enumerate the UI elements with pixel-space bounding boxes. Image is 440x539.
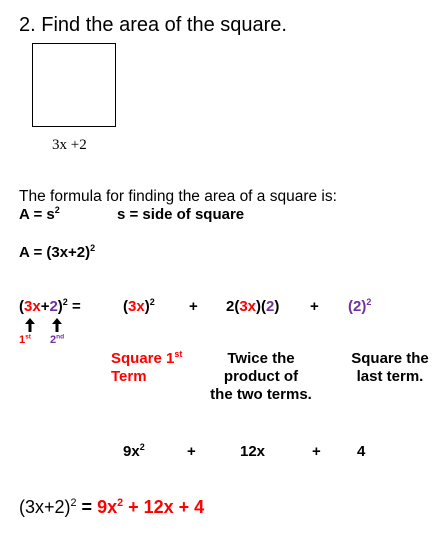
result-first: $9x^2$: [123, 442, 145, 460]
problem-heading: [19, 14, 287, 37]
term-last-squared: $(2)^2$: [348, 297, 372, 315]
result-plus-2: +: [312, 443, 321, 460]
square-side-label: 3x +2: [52, 137, 87, 153]
result-middle: 12x: [240, 443, 266, 460]
binomial-first-term: 3x: [24, 298, 41, 315]
explanation-last: Square the last term.: [351, 350, 429, 385]
substituted-formula: $A = (3x+2)^2$: [19, 243, 96, 261]
result-last: 4: [357, 443, 366, 460]
formula-intro: The formula for finding the area of a square is:: [19, 188, 337, 205]
binomial-second-term: 2: [49, 298, 58, 315]
arrow-up-icon: [25, 318, 35, 332]
area-formula: $A = s^2$: [19, 205, 60, 223]
term-middle-product: 2(3x)(2): [226, 298, 280, 315]
plus-sign-1: +: [189, 298, 198, 315]
final-answer: $(3x+2)^2 = 9x^2 + 12x + 4$: [19, 497, 205, 517]
result-plus-1: +: [187, 443, 196, 460]
square-figure: [32, 43, 116, 127]
problem-number: 2.: [19, 14, 36, 36]
binomial-expression: $(3x+2)^2$ =: [19, 297, 81, 315]
second-term-marker: 2nd: [50, 333, 65, 346]
term-first-squared: $(3x)^2$: [123, 297, 155, 315]
side-definition: s = side of square: [117, 206, 245, 223]
arrow-up-icon: [52, 318, 62, 332]
explanation-first: Square 1st Term: [111, 349, 183, 385]
explanation-middle: Twice the product of the two terms.: [210, 350, 312, 403]
plus-sign-2: +: [310, 298, 319, 315]
problem-instruction: Find the area of the square.: [41, 14, 287, 36]
first-term-marker: 1st: [19, 333, 31, 346]
